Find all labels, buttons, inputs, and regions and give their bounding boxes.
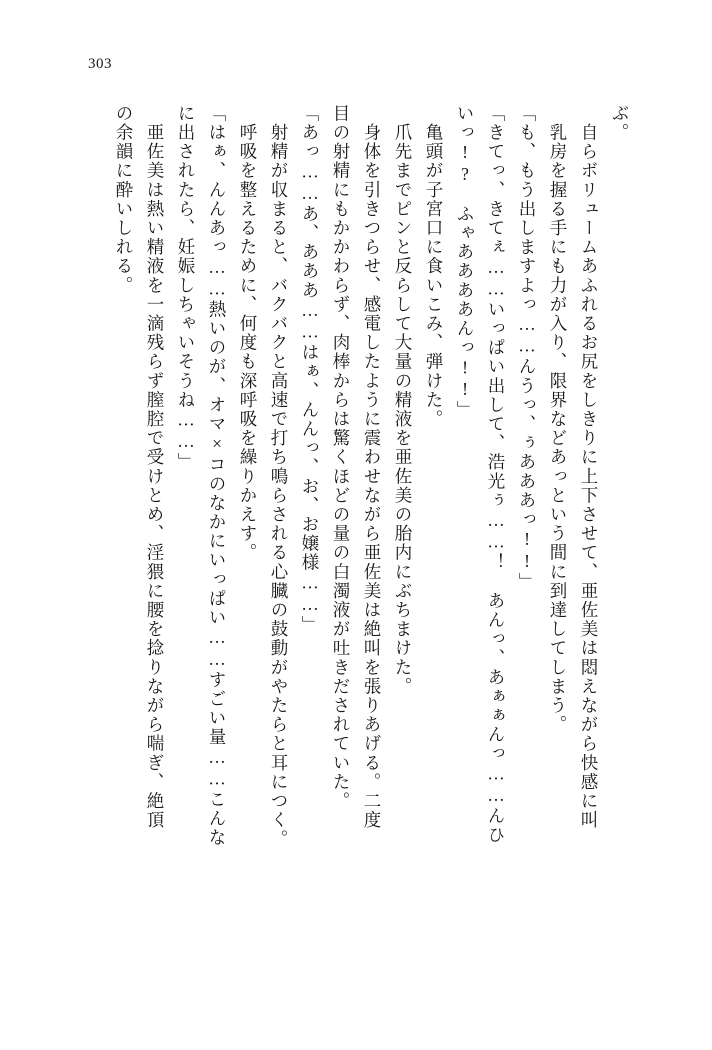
paragraph: の余韻に酔いしれる。 — [114, 104, 134, 295]
page-number: 303 — [88, 56, 112, 72]
paragraph: 「あっ……あ、あああ……はぁ、んんっ、お、お嬢様……」 — [300, 104, 320, 635]
paragraph: 「も、もう出しますよっ……んうっ、ぅあああっ!!」 — [517, 104, 537, 592]
paragraph: 「きてっ、きてぇ……いっぱい出して、浩光ぅ……！ あんっ、あぁぁんっ……んひ — [486, 104, 506, 845]
paragraph: 身体を引きつらせ、感電したように震わせながら亜佐美は絶叫を張りあげる。二度 — [362, 104, 382, 830]
paragraph: 自らボリュームあふれるお尻をしきりに上下させて、亜佐美は悶えながら快感に叫 — [579, 104, 599, 830]
paragraph: 爪先までピンと反らして大量の精液を亜佐美の胎内にぶちまけた。 — [393, 104, 413, 697]
paragraph: 乳房を握る手にも力が入り、限界などあっという間に到達してしまう。 — [548, 104, 568, 735]
paragraph: 射精が収まると、バクバクと高速で打ち鳴らされる心臓の鼓動がやたらと耳につく。 — [269, 104, 289, 849]
paragraph: 「はぁ、んんあっ……熱いのが、オマ×コのなかにいっぱい……すごい量……こんな — [207, 104, 227, 848]
paragraph: ぶ。 — [610, 104, 630, 143]
paragraph: 亜佐美は熱い精液を一滴残らず膣腔で受けとめ、淫猥に腰を捻りながら喘ぎ、絶頂 — [145, 104, 165, 830]
paragraph: 亀頭が子宮口に食いこみ、弾けた。 — [424, 104, 444, 429]
paragraph: 呼吸を整えるために、何度も深呼吸を繰りかえす。 — [238, 104, 258, 563]
page-text-body — [60, 104, 635, 1004]
paragraph: に出されたら、妊娠しちゃいそうね……」 — [176, 104, 196, 472]
paragraph: いっ!? ふゃああああんっ!!」 — [455, 104, 475, 420]
paragraph: 目の射精にもかかわらず、肉棒からは驚くほどの量の白濁液が吐きだされていた。 — [331, 104, 351, 811]
